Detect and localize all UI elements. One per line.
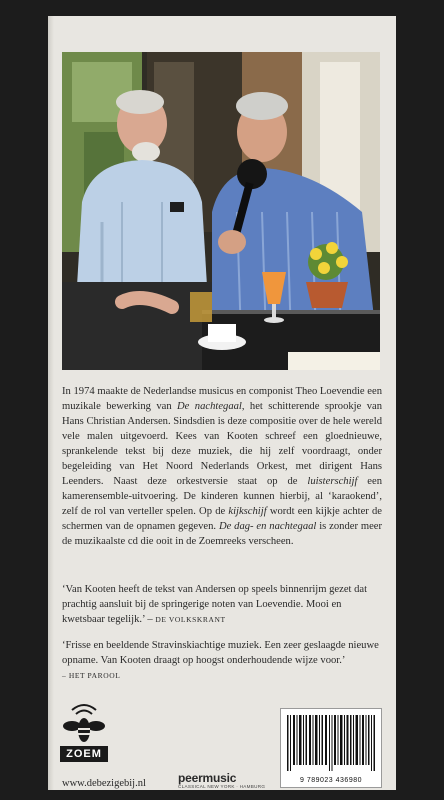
peermusic-name: peermusic (178, 771, 237, 785)
peermusic-logo (178, 772, 268, 794)
photo-two-men-interview-icon (62, 52, 380, 370)
blurb-text-5: is zonder meer de muzikaalste cd die ooit in de Zoemreeks verscheen. (62, 521, 383, 547)
quote-parool-source: – HET PAROOL (62, 671, 121, 680)
zoem-logo (60, 700, 108, 766)
blurb (62, 384, 382, 549)
zoem-logo-label: ZOEM (60, 746, 108, 762)
isbn-number: 9 789023 436980 (300, 777, 362, 784)
barcode-icon (287, 715, 375, 771)
quote-parool-text: ‘Frisse en beeldende Stravinskiachtige muziek. Een zeer geslaagde nieuwe opname. Van Kooten draagt op hoogst onderhoudende wijze voor.’ (62, 640, 379, 666)
blurb-paragraph (62, 384, 382, 549)
bee-icon (60, 700, 108, 746)
blurb-text-2: , het schitterende sprookje van Hans Christian Andersen. Sindsdien is deze compositie over de hele wereld vele malen uitgevoerd. Kees van Kooten schreef een gloednieuwe, sprankelende tekst bij deze muziek, die hij zelf voordraagt, onder begeleiding van Het Noord Nederlands Orkest, met dirigent Hans Leenders. Naast deze orkestversie staat op de (62, 401, 382, 487)
blurb-title-nachtegaal: De nachtegaal (177, 401, 242, 412)
quote-parool (62, 638, 382, 683)
blurb-text-3: een kamerensemble-uitvoering. De kinderen kunnen hierbij, al ‘karaokend’, zelf de rol van verteller spelen. Op de (62, 476, 382, 517)
quote-volkskrant-source: DE VOLKSKRANT (155, 615, 226, 624)
quote-volkskrant-text: ‘Van Kooten heeft de tekst van Andersen op speels binnenrijm gezet dat prachtig aansluit bij de springerige noten van Loevendie. Mooi en kwetsbaar tegelijk.’ – (62, 584, 368, 625)
isbn-barcode (280, 708, 382, 788)
blurb-text-4: wordt een kijkje achter de schermen van de opnamen gegeven. (62, 506, 382, 532)
peermusic-subtitle: CLASSICAL NEW YORK · HAMBURG (178, 784, 266, 789)
quote-volkskrant (62, 582, 382, 627)
publisher-website: www.debezigebij.nl (62, 778, 146, 789)
blurb-text-1: In 1974 maakte de Nederlandse musicus en componist Theo Loevendie een muzikale bewerking van (62, 386, 382, 412)
book-back-cover (48, 16, 396, 790)
blurb-kijkschijf: kijkschijf (228, 506, 267, 517)
blurb-luisterschijf: luisterschijf (307, 476, 358, 487)
cover-photo (62, 52, 380, 370)
spine-shadow (48, 16, 54, 790)
blurb-title-dag-en-nachtegaal: De dag- en nachtegaal (218, 521, 317, 532)
